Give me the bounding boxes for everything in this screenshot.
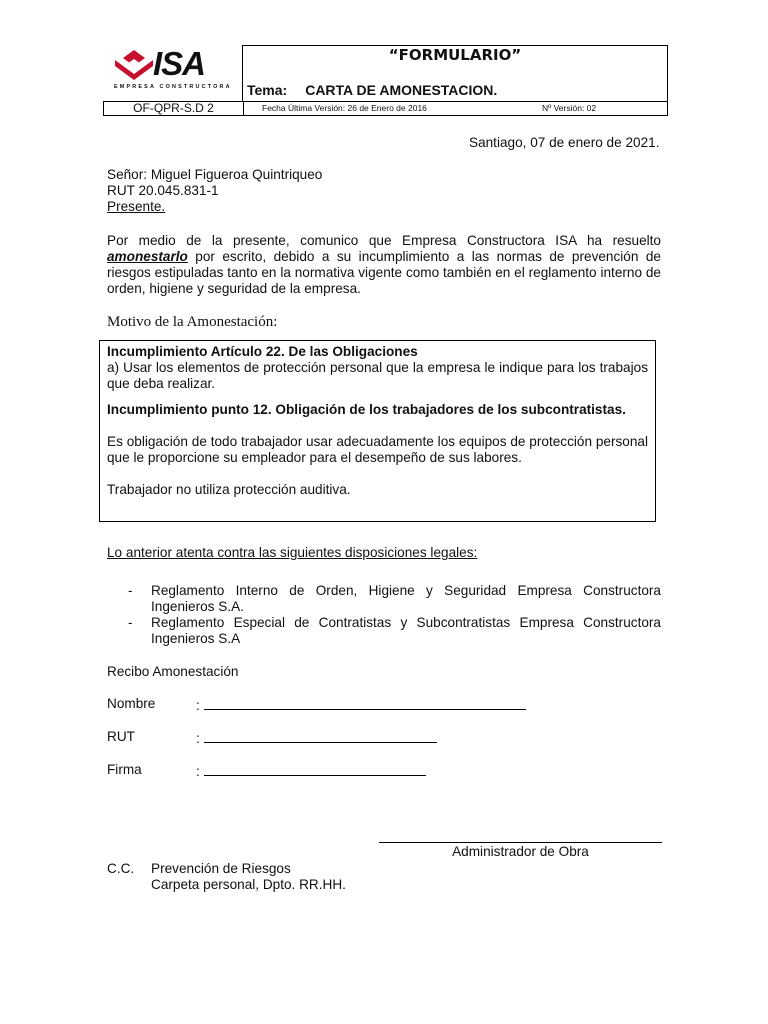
body-emphasis: amonestarlo (107, 249, 188, 264)
tema-value: CARTA DE AMONESTACION. (305, 82, 498, 98)
motivo-heading-1: Incumplimiento Artículo 22. De las Obligaciones (107, 344, 418, 359)
field-colon: : (196, 698, 200, 713)
cc-line-1: Prevención de Riesgos (151, 861, 291, 876)
field-rut-line[interactable] (196, 729, 437, 747)
version-number: Nº Versión: 02 (542, 103, 597, 113)
motivo-text-3: Trabajador no utiliza protección auditiva. (107, 482, 351, 497)
field-colon: : (196, 764, 200, 779)
legal-dash-1: - (128, 583, 133, 598)
field-firma-line[interactable] (196, 762, 426, 780)
company-logo (103, 45, 243, 101)
motivo-text-2: Es obligación de todo trabajador usar adecuadamente los equipos de protección personal que le proporcione su empleador para el desempeño de sus labores. (107, 434, 648, 465)
cc-label: C.C. (107, 861, 135, 876)
legal-item-2: Reglamento Especial de Contratistas y Subcontratistas Empresa Constructora Ingenieros S.A (151, 615, 661, 646)
signature-role: Administrador de Obra (452, 844, 589, 859)
letter-body (107, 233, 661, 297)
field-colon: : (196, 731, 200, 746)
motivo-heading-2: Incumplimiento punto 12. Obligación de los trabajadores de los subcontratistas. (107, 402, 626, 417)
field-label-nombre: Nombre (107, 696, 156, 711)
tema-label: Tema: (247, 82, 288, 98)
legal-dash-2: - (128, 615, 133, 630)
field-label-firma: Firma (107, 762, 142, 777)
body-text-end: por escrito, debido a su incumplimiento a las normas de prevención de riesgos estipuladas tanto en la normativa vigente como también en el reglamento interno de orden, higiene y seguridad de la empresa. (107, 249, 661, 296)
letter-date: Santiago, 07 de enero de 2021. (469, 135, 660, 150)
signature-line (379, 842, 662, 843)
receipt-title: Recibo Amonestación (107, 664, 239, 679)
cc-line-2: Carpeta personal, Dpto. RR.HH. (151, 877, 346, 892)
tema-line (247, 82, 497, 98)
recipient-rut: RUT 20.045.831-1 (107, 183, 219, 198)
field-nombre-line[interactable] (196, 696, 526, 714)
motivo-label: Motivo de la Amonestación: (107, 314, 278, 330)
logo-wordmark: ISA (153, 45, 206, 82)
field-label-rut: RUT (107, 729, 135, 744)
presente: Presente. (107, 199, 166, 214)
legal-item-1: Reglamento Interno de Orden, Higiene y Seguridad Empresa Constructora Ingenieros S.A. (151, 583, 661, 614)
legal-intro: Lo anterior atenta contra las siguientes disposiciones legales: (107, 545, 478, 560)
form-title: “FORMULARIO” (388, 46, 522, 64)
logo-tagline: EMPRESA CONSTRUCTORA (114, 84, 232, 90)
motivo-text-1: a) Usar los elementos de protección personal que la empresa le indique para los trabajos que deba realizar. (107, 360, 648, 391)
motivo-box (99, 340, 656, 522)
last-version-date: Fecha Última Versión: 26 de Enero de 2016 (262, 103, 427, 113)
form-title-cell (242, 45, 668, 102)
document-control-row (103, 101, 668, 116)
isa-logo-icon (113, 50, 155, 82)
document-code: OF-QPR-S.D 2 (104, 102, 244, 115)
body-text-start: Por medio de la presente, comunico que Empresa Constructora ISA ha resuelto (107, 233, 661, 248)
recipient-name: Señor: Miguel Figueroa Quintriqueo (107, 167, 323, 182)
